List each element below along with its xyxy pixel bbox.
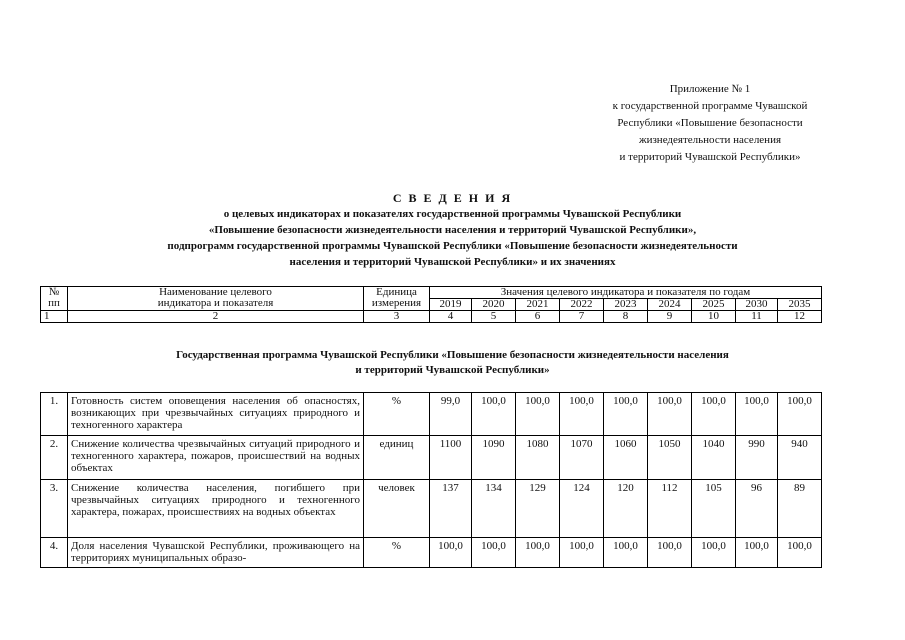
indicator-unit: % (364, 393, 430, 436)
column-number: 11 (736, 311, 778, 323)
header-text: индикатора и показателя (157, 297, 274, 309)
value-cell: 100,0 (778, 393, 822, 436)
value-cell: 100,0 (736, 538, 778, 568)
indicator-name: Готовность систем оповещения населения об опасностях, возникающих при чрезвычайных ситуациях природного и техногенного характера (68, 393, 364, 436)
table-row (41, 436, 822, 480)
value-cell: 89 (778, 480, 822, 538)
column-number: 2 (68, 311, 364, 323)
value-cell: 1080 (516, 436, 560, 480)
column-number: 1 (41, 311, 68, 323)
indicator-name: Снижение количества населения, погибшего при чрезвычайных ситуациях природного и техногенного характера, пожарах, происшествиях на водных объектах (68, 480, 364, 538)
column-number: 3 (364, 311, 430, 323)
header-text: измерения (371, 297, 422, 309)
value-cell: 990 (736, 436, 778, 480)
section-title-line: Государственная программа Чувашской Республики «Повышение безопасности жизнедеятельности населения (176, 349, 729, 361)
document-title-block (40, 190, 865, 270)
section-title-line: и территорий Чувашской Республики» (355, 364, 550, 376)
value-cell: 1090 (472, 436, 516, 480)
value-cell: 100,0 (778, 538, 822, 568)
indicator-name: Снижение количества чрезвычайных ситуаций природного и техногенного характера, пожаров, происшествий на водных объектах (68, 436, 364, 480)
indicator-unit: % (364, 538, 430, 568)
value-cell: 1070 (560, 436, 604, 480)
table-row (41, 480, 822, 538)
appendix-caption (560, 81, 860, 166)
appendix-line: жизнедеятельности населения (638, 134, 782, 146)
value-cell: 100,0 (560, 393, 604, 436)
column-number: 6 (516, 311, 560, 323)
column-number: 7 (560, 311, 604, 323)
value-cell: 137 (430, 480, 472, 538)
section-title (40, 348, 865, 378)
appendix-line: и территорий Чувашской Республики» (619, 151, 801, 163)
value-cell: 112 (648, 480, 692, 538)
header-year: 2023 (604, 299, 648, 311)
value-cell: 100,0 (604, 393, 648, 436)
row-number: 1. (41, 393, 68, 436)
indicators-table-header (40, 286, 822, 323)
table-row (41, 393, 822, 436)
value-cell: 100,0 (692, 538, 736, 568)
value-cell: 134 (472, 480, 516, 538)
header-year: 2030 (736, 299, 778, 311)
header-year: 2020 (472, 299, 516, 311)
column-number: 12 (778, 311, 822, 323)
header-cell-unit (364, 287, 430, 311)
value-cell: 99,0 (430, 393, 472, 436)
value-cell: 124 (560, 480, 604, 538)
value-cell: 100,0 (560, 538, 604, 568)
indicator-name: Доля населения Чувашской Республики, проживающего на территориях муниципальных образо- (68, 538, 364, 568)
column-number: 9 (648, 311, 692, 323)
indicators-table-body (40, 392, 822, 568)
document-subtitle-line: подпрограмм государственной программы Чувашской Республики «Повышение безопасности жизнедеятельности (167, 240, 738, 252)
header-year: 2019 (430, 299, 472, 311)
row-number: 2. (41, 436, 68, 480)
value-cell: 1050 (648, 436, 692, 480)
appendix-line: Приложение № 1 (669, 83, 751, 95)
value-cell: 120 (604, 480, 648, 538)
header-year: 2025 (692, 299, 736, 311)
header-year: 2024 (648, 299, 692, 311)
value-cell: 100,0 (472, 393, 516, 436)
header-year: 2021 (516, 299, 560, 311)
appendix-line: Республики «Повышение безопасности (617, 117, 803, 129)
value-cell: 1060 (604, 436, 648, 480)
column-number: 4 (430, 311, 472, 323)
value-cell: 100,0 (648, 538, 692, 568)
appendix-line: к государственной программе Чувашской (612, 100, 808, 112)
row-number: 3. (41, 480, 68, 538)
column-number: 10 (692, 311, 736, 323)
table-row (41, 538, 822, 568)
header-cell-values-title: Значения целевого индикатора и показателя по годам (430, 287, 822, 299)
indicator-unit: человек (364, 480, 430, 538)
header-year: 2035 (778, 299, 822, 311)
header-cell-name (68, 287, 364, 311)
value-cell: 96 (736, 480, 778, 538)
value-cell: 100,0 (648, 393, 692, 436)
header-text: Единица (376, 286, 417, 298)
value-cell: 100,0 (604, 538, 648, 568)
indicator-unit: единиц (364, 436, 430, 480)
header-text: № (48, 286, 60, 298)
document-subtitle-line: о целевых индикаторах и показателях государственной программы Чувашской Республики (223, 208, 682, 220)
value-cell: 100,0 (516, 393, 560, 436)
value-cell: 100,0 (472, 538, 516, 568)
value-cell: 1040 (692, 436, 736, 480)
row-number: 4. (41, 538, 68, 568)
column-number: 8 (604, 311, 648, 323)
document-title: С В Е Д Е Н И Я (392, 191, 513, 205)
document-subtitle-line: населения и территорий Чувашской Республики» и их значениях (289, 256, 616, 268)
value-cell: 129 (516, 480, 560, 538)
value-cell: 100,0 (430, 538, 472, 568)
header-text: пп (48, 297, 60, 309)
header-year: 2022 (560, 299, 604, 311)
value-cell: 100,0 (516, 538, 560, 568)
value-cell: 1100 (430, 436, 472, 480)
column-number: 5 (472, 311, 516, 323)
value-cell: 100,0 (692, 393, 736, 436)
document-subtitle-line: «Повышение безопасности жизнедеятельности населения и территорий Чувашской Республики», (208, 224, 697, 236)
value-cell: 940 (778, 436, 822, 480)
value-cell: 100,0 (736, 393, 778, 436)
value-cell: 105 (692, 480, 736, 538)
header-cell-number (41, 287, 68, 311)
header-text: Наименование целевого (159, 286, 272, 298)
